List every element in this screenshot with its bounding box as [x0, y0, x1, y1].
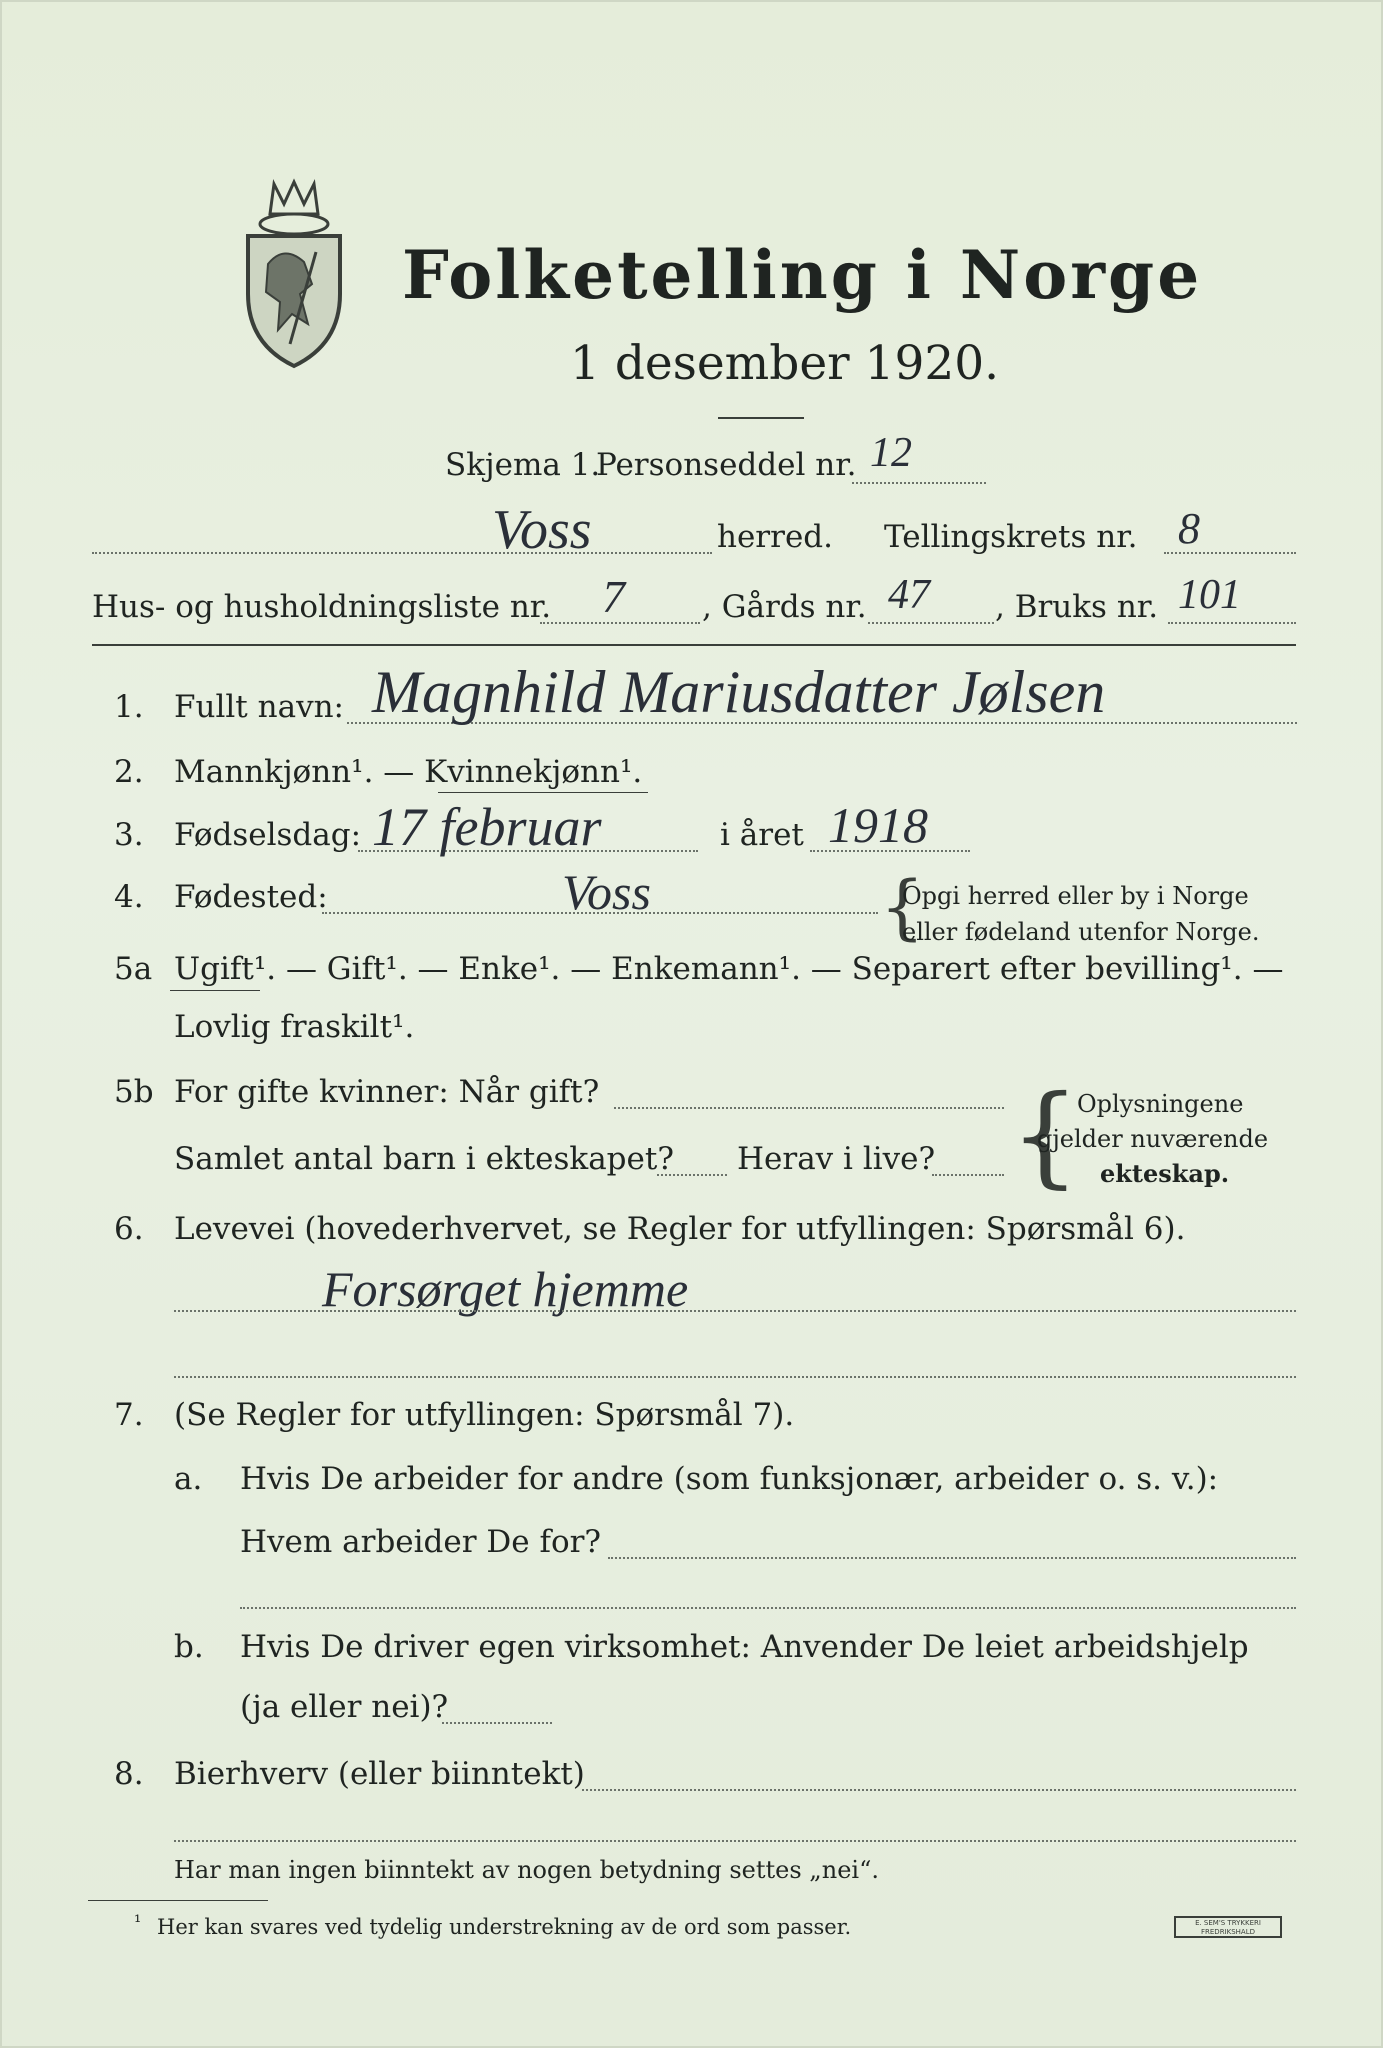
- q1-number: 1.: [114, 689, 144, 725]
- q2-label: Mannkjønn¹. — Kvinnekjønn¹.: [174, 754, 643, 790]
- q7b-line1: Hvis De driver egen virksomhet: Anvender De leiet arbeidshjelp: [240, 1629, 1249, 1665]
- q3-number: 3.: [114, 817, 144, 853]
- herred-label: herred.: [717, 519, 833, 555]
- q8-line2: [174, 1840, 1296, 1842]
- q5b-gift-line: [614, 1107, 1004, 1109]
- q2-number: 2.: [114, 754, 144, 790]
- q6-value[interactable]: Forsørget hjemme: [322, 1261, 689, 1317]
- q5b-line2a: Samlet antal barn i ekteskapet?: [174, 1141, 674, 1177]
- q5a-underline: [170, 990, 260, 991]
- q5a-line2: Lovlig fraskilt¹.: [174, 1009, 415, 1045]
- q7a-letter: a.: [174, 1461, 203, 1497]
- printer-stamp: [1174, 1916, 1282, 1938]
- gards-label: , Gårds nr.: [702, 589, 867, 625]
- q3-year-label: i året: [720, 817, 804, 853]
- q8-note: Har man ingen biinntekt av nogen betydning settes „nei“.: [174, 1856, 879, 1884]
- tellingskrets-value[interactable]: 8: [1178, 504, 1200, 553]
- q3-label: Fødselsdag:: [174, 817, 362, 853]
- gards-value[interactable]: 47: [888, 572, 930, 618]
- printer-stamp-text: E. SEM'S TRYKKERI FREDRIKSHALD: [1195, 1919, 1261, 1936]
- herred-line: [92, 552, 712, 554]
- q5b-note-line2: gjelder nuværende: [1037, 1125, 1269, 1153]
- bruks-label: , Bruks nr.: [995, 589, 1159, 625]
- q3-value[interactable]: 17 februar: [372, 797, 602, 857]
- q7b-line2: (ja eller nei)?: [240, 1689, 449, 1725]
- q5a-number: 5a: [114, 951, 153, 987]
- q6-label: Levevei (hovederhvervet, se Regler for utfyllingen: Spørsmål 6).: [174, 1211, 1186, 1247]
- q8-label: Bierhverv (eller biinntekt): [174, 1756, 585, 1792]
- personseddel-label: Personseddel nr.: [596, 447, 857, 483]
- q3-year-value[interactable]: 1918: [828, 797, 928, 853]
- q1-value[interactable]: Magnhild Mariusdatter Jølsen: [372, 659, 1106, 725]
- q5b-note-line1: Oplysningene: [1077, 1090, 1244, 1118]
- q1-label: Fullt navn:: [174, 689, 344, 725]
- q5b-number: 5b: [114, 1074, 154, 1110]
- q7-label: (Se Regler for utfyllingen: Spørsmål 7).: [174, 1397, 795, 1433]
- q4-label: Fødested:: [174, 879, 328, 915]
- q7a-line1: Hvis De arbeider for andre (som funksjonær, arbeider o. s. v.):: [240, 1461, 1219, 1497]
- q4-value[interactable]: Voss: [562, 864, 651, 920]
- bruks-value[interactable]: 101: [1178, 572, 1241, 618]
- q5b-note-line3: ekteskap.: [1100, 1159, 1230, 1188]
- schema-label: Skjema 1.: [445, 447, 601, 483]
- hus-value[interactable]: 7: [602, 571, 625, 622]
- footnote-text: Her kan svares ved tydelig understrekning av de ord som passer.: [157, 1915, 852, 1939]
- title-divider: [718, 417, 804, 419]
- q7a-answer-line1: [608, 1557, 1296, 1559]
- q5b-line2b: Herav i live?: [737, 1141, 936, 1177]
- footnote-divider: [88, 1900, 268, 1901]
- q8-number: 8.: [114, 1756, 144, 1792]
- q6-number: 6.: [114, 1211, 144, 1247]
- form-title: Folketelling i Norge: [402, 236, 1203, 314]
- q4-note-line2: eller fødeland utenfor Norge.: [902, 918, 1260, 946]
- q6-line2: [174, 1376, 1296, 1378]
- q5a-line1: Ugift¹. — Gift¹. — Enke¹. — Enkemann¹. — Separert efter bevilling¹. —: [174, 951, 1284, 987]
- herred-value[interactable]: Voss: [492, 499, 592, 561]
- q4-note-brace: {: [880, 866, 925, 948]
- gards-line: [868, 622, 994, 624]
- personseddel-line: [852, 482, 986, 484]
- q6-line1: [174, 1310, 1296, 1312]
- q7b-answer-line: [442, 1722, 552, 1724]
- header-divider: [92, 644, 1296, 646]
- q8-line1: [582, 1789, 1296, 1791]
- q7a-answer-line2: [240, 1607, 1296, 1609]
- q7a-line2: Hvem arbeider De for?: [240, 1524, 602, 1560]
- q7-number: 7.: [114, 1397, 144, 1433]
- tellingskrets-label: Tellingskrets nr.: [884, 519, 1138, 555]
- coat-of-arms-icon: [234, 174, 354, 374]
- footnote-mark: ¹: [134, 1912, 142, 1933]
- q5b-line1: For gifte kvinner: Når gift?: [174, 1074, 600, 1110]
- q5b-barn-line: [657, 1174, 727, 1176]
- bruks-line: [1168, 622, 1296, 624]
- hus-line: [540, 622, 700, 624]
- q7b-letter: b.: [174, 1629, 204, 1665]
- q5b-live-line: [932, 1174, 1004, 1176]
- q4-number: 4.: [114, 879, 144, 915]
- hus-label: Hus- og husholdningsliste nr.: [92, 589, 552, 625]
- form-date: 1 desember 1920.: [570, 336, 1000, 391]
- q2-underline: [438, 792, 648, 793]
- q4-note-line1: Opgi herred eller by i Norge: [902, 882, 1249, 910]
- personseddel-value[interactable]: 12: [870, 430, 912, 476]
- q5b-note-brace: {: [1010, 1071, 1080, 1199]
